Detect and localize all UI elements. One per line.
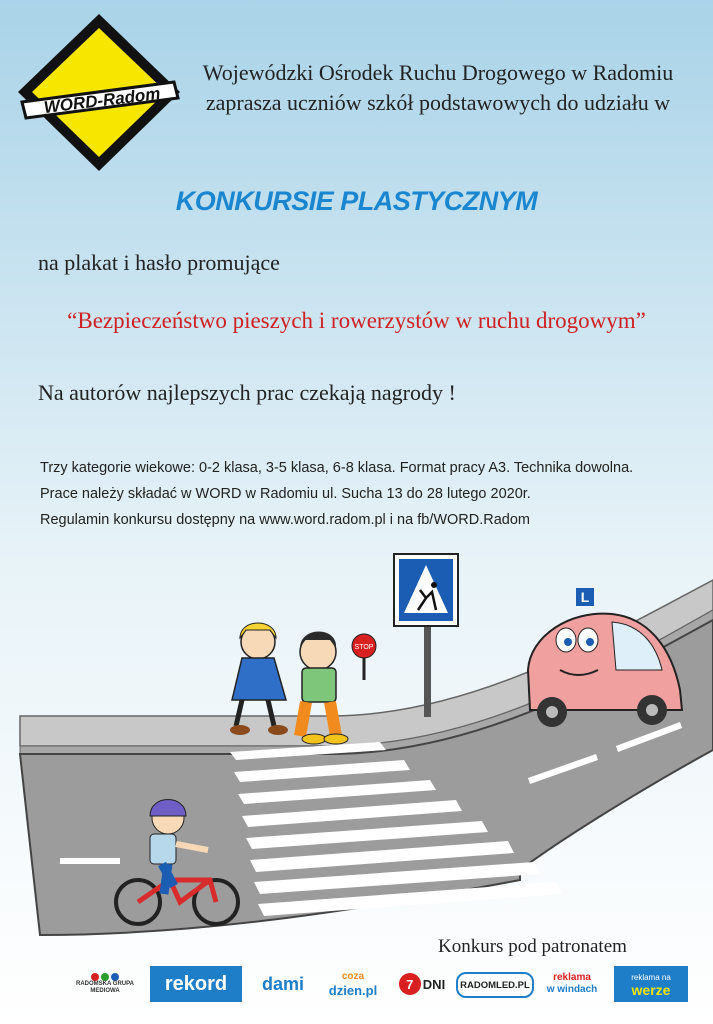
sponsor-werze-top: reklama na: [631, 973, 671, 982]
page-title: KONKURSIE PLASTYCZNYM: [175, 186, 538, 216]
sponsor-windach-bottom: w windach: [546, 984, 598, 995]
sponsor-7dni-text: DNI: [422, 976, 446, 992]
info-block: [40, 455, 690, 533]
prize-text: Na autorów najlepszych prac czekają nagrody !: [38, 380, 456, 405]
header-line-2: zaprasza uczniów szkół podstawowych do udziału w: [205, 90, 671, 115]
car-badge-text: L: [580, 589, 590, 605]
sponsor-radomska-text: RADOMSKA GRUPA MEDIOWA: [76, 981, 134, 994]
road-scene-illustration: [0, 540, 713, 940]
logo-text: WORD-Radom: [42, 83, 162, 118]
header: [198, 58, 678, 118]
sponsor-werze-bottom: werze: [631, 982, 671, 998]
sponsor-dami: dami: [261, 973, 304, 994]
info-line-rules: Regulamin konkursu dostępny na www.word.radom.pl i na fb/WORD.Radom: [40, 512, 530, 528]
header-line-1: Wojewódzki Ośrodek Ruchu Drogowego w Radomiu: [202, 60, 674, 85]
sponsor-cozadzien-bottom: dzien.pl: [328, 983, 378, 998]
sponsor-radomska: [70, 966, 140, 1002]
sponsor-reklama-w-windach: [540, 966, 604, 1002]
slogan: “Bezpieczeństwo pieszych i rowerzystów w ruchu drogowym”: [67, 308, 646, 333]
sponsor-logos: [70, 966, 690, 1006]
subtitle: na plakat i hasło promujące: [38, 250, 280, 275]
info-line-submission: Prace należy składać w WORD w Radomiu ul. Sucha 13 do 28 lutego 2020r.: [40, 486, 531, 502]
sponsor-windach-top: reklama: [553, 972, 591, 983]
sponsor-reklama-na-werze: [614, 966, 688, 1002]
sponsor-radomled: RADOMLED.PL: [456, 972, 534, 998]
sponsor-7dni: [396, 966, 448, 1002]
patronage-label: Konkurs pod patronatem: [438, 936, 627, 957]
sponsor-cozadzien: [320, 966, 386, 1002]
word-logo: [14, 10, 184, 175]
info-line-categories: Trzy kategorie wiekowe: 0-2 klasa, 3-5 klasa, 6-8 klasa. Format pracy A3. Technika dowolna.: [40, 460, 634, 476]
stop-paddle-text: STOP: [354, 644, 374, 651]
sponsor-7dni-num: 7: [399, 973, 421, 995]
sponsor-cozadzien-top: coza: [341, 971, 365, 982]
sponsor-rekord: rekord: [150, 966, 242, 1002]
